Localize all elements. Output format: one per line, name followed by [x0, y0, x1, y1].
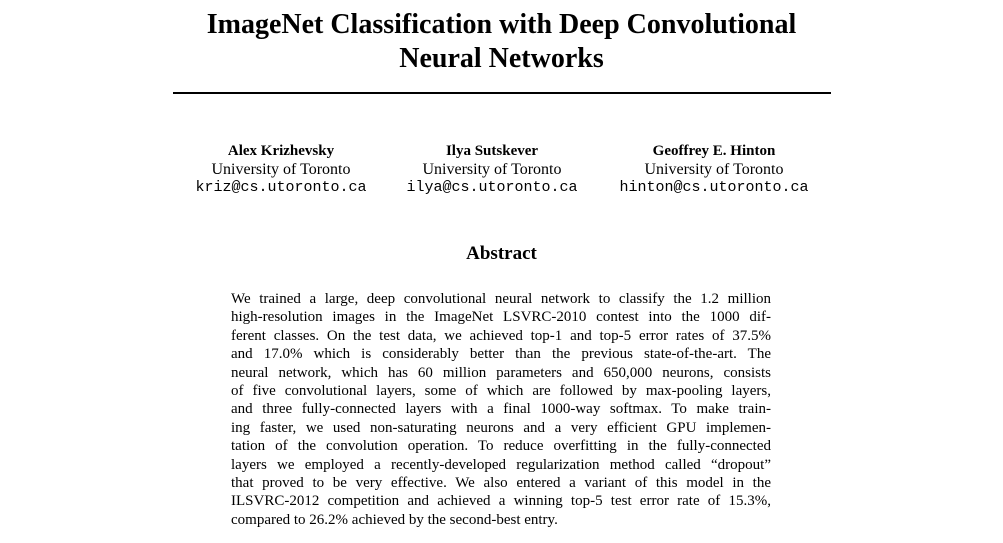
abstract-line: layers we employed a recently-developed regularization method called “dropout” [231, 456, 771, 473]
author-name: Geoffrey E. Hinton [652, 143, 776, 159]
abstract-line: ing faster, we used non-saturating neurons and a very efficient GPU implemen- [231, 419, 771, 436]
abstract-body [231, 290, 771, 529]
author-block-2 [372, 142, 612, 197]
abstract-line: and 17.0% which is considerably better than the previous state-of-the-art. The [231, 346, 771, 363]
author-block-3 [594, 142, 834, 197]
author-email: hinton@cs.utoronto.ca [619, 179, 809, 196]
author-name: Alex Krizhevsky [227, 143, 335, 159]
author-email: kriz@cs.utoronto.ca [195, 179, 367, 196]
author-name: Ilya Sutskever [445, 143, 539, 159]
title-rule [173, 92, 831, 94]
author-email: ilya@cs.utoronto.ca [406, 179, 578, 196]
author-affiliation: University of Toronto [211, 161, 351, 178]
abstract-line: and three fully-connected layers with a final 1000-way softmax. To make train- [231, 401, 771, 418]
abstract-line: ferent classes. On the test data, we achieved top-1 and top-5 error rates of 37.5% [231, 327, 771, 344]
abstract-heading: Abstract [466, 243, 537, 264]
author-block-1 [161, 142, 401, 197]
abstract-line: of five convolutional layers, some of which are followed by max-pooling layers, [231, 382, 771, 399]
abstract-line: ILSVRC-2012 competition and achieved a winning top-5 test error rate of 15.3%, [231, 493, 771, 510]
abstract-line: compared to 26.2% achieved by the second-best entry. [231, 511, 558, 528]
abstract-line: high-resolution images in the ImageNet LSVRC-2010 contest into the 1000 dif- [231, 309, 771, 326]
abstract-line: neural network, which has 60 million parameters and 650,000 neurons, consists [231, 364, 771, 381]
abstract-line: tation of the convolution operation. To reduce overfitting in the fully-connected [231, 438, 771, 455]
paper-title-line-1: ImageNet Classification with Deep Convolutional [206, 9, 797, 40]
abstract-line: We trained a large, deep convolutional neural network to classify the 1.2 million [231, 291, 771, 307]
paper-title [0, 8, 1003, 76]
abstract-line: that proved to be very effective. We also entered a variant of this model in the [231, 474, 771, 491]
paper-title-line-2: Neural Networks [399, 43, 604, 74]
author-affiliation: University of Toronto [422, 161, 562, 178]
author-affiliation: University of Toronto [644, 161, 784, 178]
